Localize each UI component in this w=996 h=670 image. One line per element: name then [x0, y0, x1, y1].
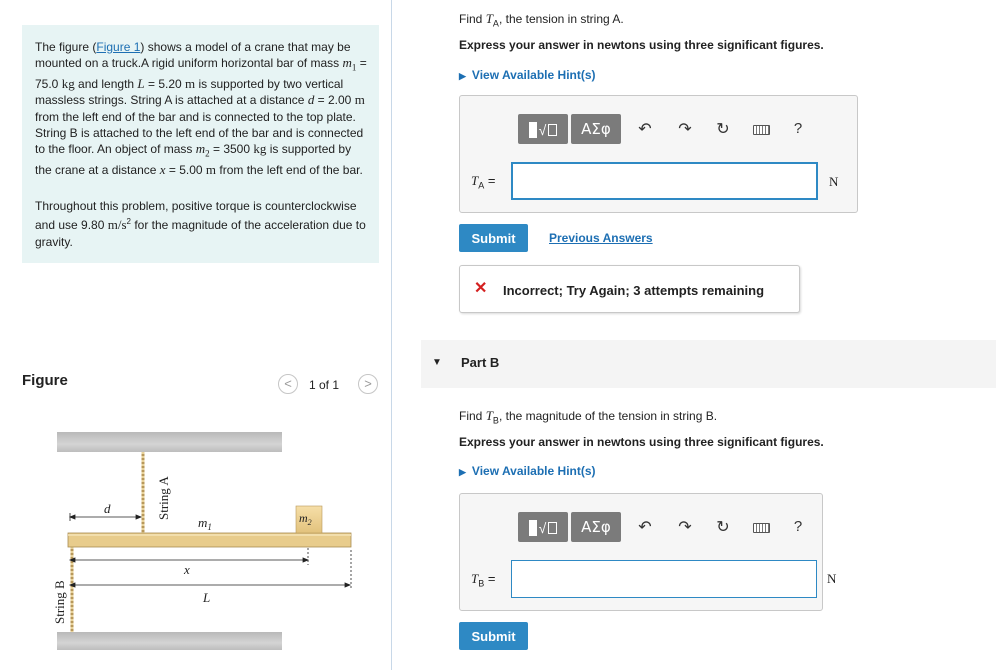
part-a-answer-box [459, 95, 858, 213]
part-b-submit-button[interactable]: Submit [459, 622, 528, 650]
pager-prev-button[interactable]: < [278, 374, 298, 394]
template-block-icon [529, 520, 537, 536]
greek-symbols-button[interactable]: ΑΣφ [571, 114, 621, 144]
label-string-a: String A [156, 476, 171, 520]
incorrect-x-icon: ✕ [474, 280, 488, 297]
feedback-box [459, 265, 800, 313]
greek-symbols-button[interactable]: ΑΣφ [571, 512, 621, 542]
feedback-text: Incorrect; Try Again; 3 attempts remaining [503, 283, 765, 298]
figure-link[interactable]: Figure 1 [96, 40, 141, 54]
part-b-answer-box [459, 493, 823, 611]
part-b-hint-link[interactable]: ▶ View Available Hint(s) [459, 464, 596, 478]
part-a-submit-button[interactable]: Submit [459, 224, 528, 252]
part-b-instruction: Express your answer in newtons using three significant figures. [459, 435, 824, 449]
templates-button[interactable] [518, 512, 568, 542]
label-m1: $m_1$ [198, 515, 212, 532]
templates-button[interactable] [518, 114, 568, 144]
pager-next-button[interactable]: > [358, 374, 378, 394]
part-a-unit: N [829, 174, 839, 189]
part-a-question: Find $T_A$, the tension in string A. [459, 11, 624, 29]
redo-icon[interactable]: ↷ [678, 517, 692, 536]
part-a-answer-input[interactable] [511, 162, 818, 200]
problem-paragraph-2: Throughout this problem, positive torque is counterclockwise and use 9.80 $m/s^2$ for the magnitude of the acceleration due to gravity. [35, 199, 366, 249]
undo-icon[interactable]: ↶ [638, 119, 652, 138]
crane-figure [22, 420, 362, 660]
reset-icon[interactable]: ↻ [716, 119, 730, 138]
pager-text: 1 of 1 [309, 378, 340, 392]
label-l: L [203, 590, 211, 605]
part-b-header[interactable] [421, 340, 996, 388]
template-box-icon [548, 124, 557, 136]
help-icon[interactable]: ? [793, 120, 803, 137]
column-divider [391, 0, 392, 670]
hint-triangle-icon: ▶ [459, 71, 466, 81]
hint-triangle-icon: ▶ [459, 467, 466, 477]
undo-icon[interactable]: ↶ [638, 517, 652, 536]
sqrt-icon: √ [538, 519, 547, 536]
problem-paragraph-1: The figure (Figure 1) shows a model of a crane that may be mounted on a truck.A rigid uniform horizontal bar of mass $m_1 = 75.0$ kg and length L = 5.20 m is supported by two vertical massless strings. String A is attached at a distance d = 2.00 m from the left end of the bar and is connected to the top plate. String B is attached to the left end of the bar and is connected to the floor. An object of mass $m_2 = 3500$ kg is supported by the crane at a distance x = 5.00 m from the left end of the bar. [35, 40, 367, 177]
part-b-unit: N [827, 571, 837, 586]
l-dimension [70, 550, 351, 590]
part-a-variable-label: $T_A$ = [471, 173, 496, 191]
keyboard-icon[interactable] [753, 523, 770, 533]
template-block-icon [529, 122, 537, 138]
figure-header [22, 370, 379, 400]
reset-icon[interactable]: ↻ [716, 517, 730, 536]
part-b-variable-label: $T_B$ = [471, 571, 496, 589]
sqrt-icon: √ [538, 121, 547, 138]
caret-down-icon[interactable]: ▼ [432, 357, 442, 368]
label-x: x [184, 562, 190, 577]
problem-statement [22, 25, 379, 263]
part-b-question: Find $T_B$, the magnitude of the tension in string B. [459, 408, 718, 426]
help-icon[interactable]: ? [793, 518, 803, 535]
label-string-b: String B [52, 580, 67, 624]
redo-icon[interactable]: ↷ [678, 119, 692, 138]
previous-answers-link[interactable]: Previous Answers [549, 231, 653, 245]
part-b-answer-input[interactable] [511, 560, 817, 598]
part-b-title: Part B [461, 355, 500, 370]
label-m2: $m_2$ [299, 511, 312, 527]
part-a-instruction: Express your answer in newtons using three significant figures. [459, 38, 824, 52]
template-box-icon [548, 522, 557, 534]
label-d: d [104, 501, 111, 516]
part-a-hint-link[interactable]: ▶ View Available Hint(s) [459, 68, 596, 82]
figure-title: Figure [22, 372, 68, 389]
top-plate [57, 432, 282, 452]
keyboard-icon[interactable] [753, 125, 770, 135]
floor-plate [57, 632, 282, 650]
